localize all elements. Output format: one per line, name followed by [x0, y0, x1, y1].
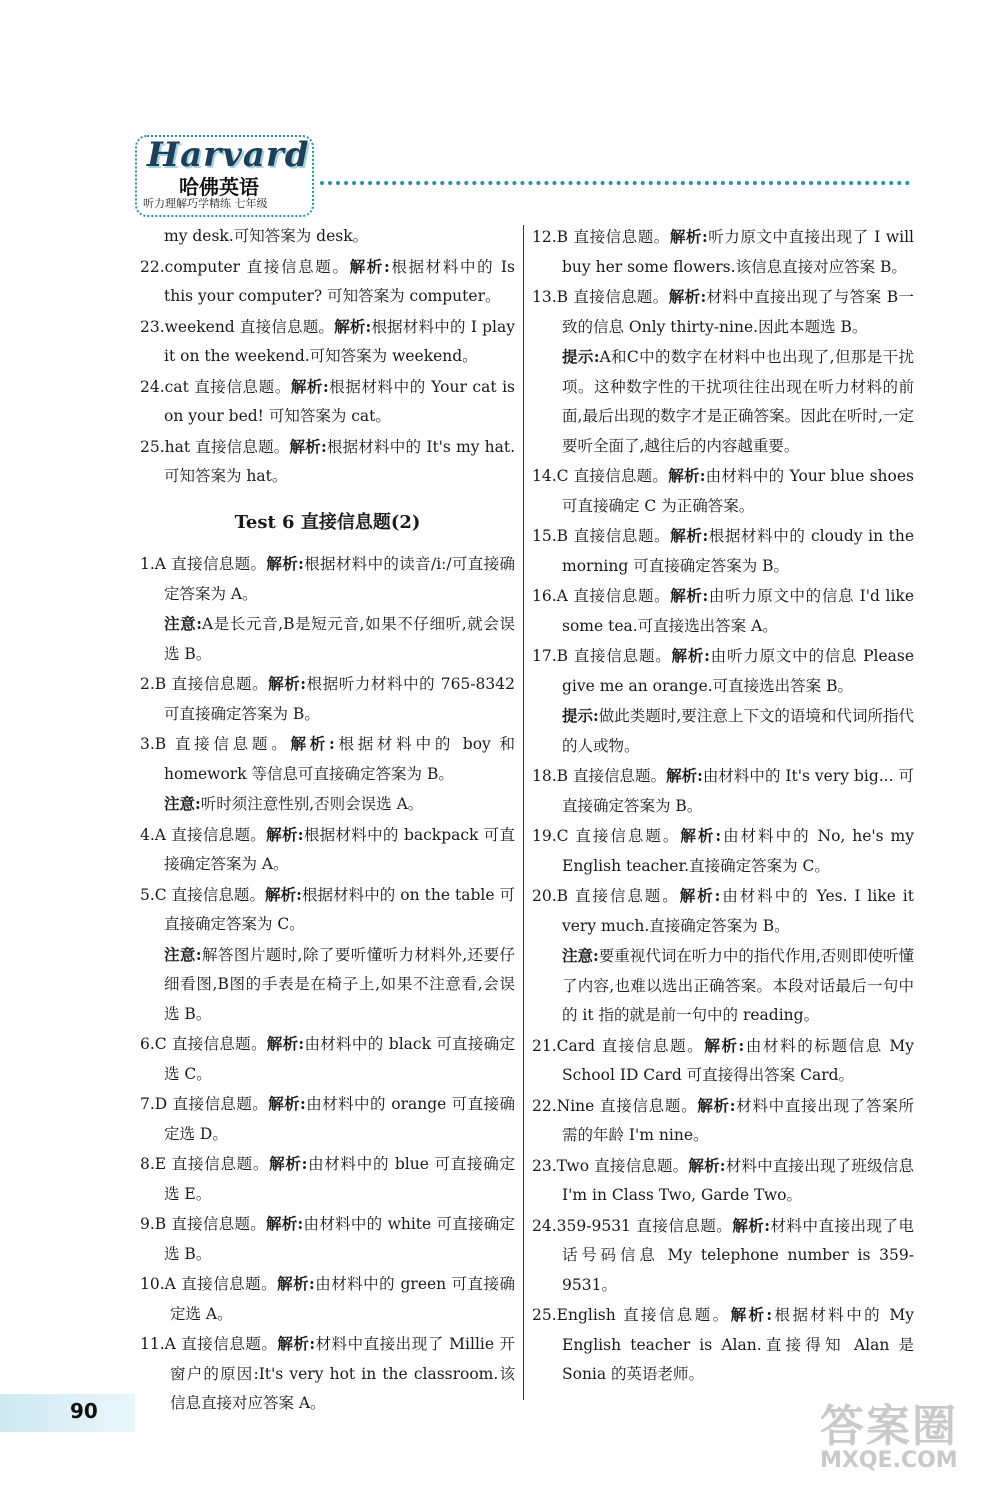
answer-item: 4.A 直接信息题。解析:根据材料中的 backpack 可直接确定答案为 A。 [140, 824, 515, 873]
answer-item: 8.E 直接信息题。解析:由材料中的 blue 可直接确定选 E。 [140, 1154, 516, 1203]
page-number: 90 [70, 1399, 98, 1423]
answer-item: 5.C 直接信息题。解析:根据材料中的 on the table 可直接确定答案为 C。 [140, 884, 515, 933]
answer-note: 注意:听时须注意性别,否则会误选 A。 [164, 794, 424, 813]
answer-item: 18.B 直接信息题。解析:由材料中的 It's very big... 可直接确定答案为 B。 [532, 766, 914, 815]
answer-item: 6.C 直接信息题。解析:由材料中的 black 可直接确定选 C。 [140, 1034, 515, 1083]
answer-item: 25.hat 直接信息题。解析:根据材料中的 It's my hat.可知答案为 hat。 [140, 436, 515, 485]
answer-item: 22.computer 直接信息题。解析:根据材料中的 Is this your computer? 可知答案为 computer。 [140, 256, 515, 305]
answer-note: 提示:做此类题时,要注意上下文的语境和代词所指代的人或物。 [562, 706, 914, 755]
answer-note: 注意:要重视代词在听力中的指代作用,否则即使听懂了内容,也难以选出正确答案。本段对话最后一句中的 it 指的就是前一句中的 reading。 [562, 946, 914, 1024]
answer-note: 注意:A是长元音,B是短元音,如果不仔细听,就会误选 B。 [164, 614, 515, 663]
answer-item: 19.C 直接信息题。解析:由材料中的 No, he's my English teacher.直接确定答案为 C。 [532, 826, 914, 875]
logo-chinese: 哈佛英语 [179, 175, 259, 199]
answer-item: 22.Nine 直接信息题。解析:材料中直接出现了答案所需的年龄 I'm nine。 [532, 1095, 914, 1144]
answer-item: 1.A 直接信息题。解析:根据材料中的读音/iː/可直接确定答案为 A。 [140, 554, 515, 603]
left-column [140, 222, 515, 1419]
watermark-url: MXQE.COM [820, 1448, 958, 1473]
answer-item: 2.B 直接信息题。解析:根据听力材料中的 765-8342可直接确定答案为 B。 [140, 674, 515, 723]
answer-item: 7.D 直接信息题。解析:由材料中的 orange 可直接确定选 D。 [140, 1094, 515, 1143]
answer-note: 注意:解答图片题时,除了要听懂听力材料外,还要仔细看图,B图的手表是在椅子上,如果不注意看,会误选 B。 [164, 944, 515, 1023]
answer-item: 9.B 直接信息题。解析:由材料中的 white 可直接确定选 B。 [140, 1214, 515, 1263]
logo-subtitle: 听力理解巧学精练 七年级 [143, 197, 268, 210]
page-number-band [0, 1394, 135, 1432]
continuation-text: my desk.可知答案为 desk。 [164, 227, 369, 245]
answer-note: 提示:A和C中的数字在材料中也出现了,但那是干扰项。这种数字性的干扰项往往出现在听力材料的前面,最后出现的数字才是正确答案。因此在听时,一定要听全面了,越往后的内容越重要。 [562, 347, 914, 455]
answer-item: 17.B 直接信息题。解析:由听力原文中的信息 Please give me an orange.可直接选出答案 B。 [532, 646, 914, 695]
answer-item: 15.B 直接信息题。解析:根据材料中的 cloudy in the morning 可直接确定答案为 B。 [532, 526, 914, 575]
answer-item: 25.English 直接信息题。解析:根据材料中的 My English teacher is Alan.直接得知 Alan 是 Sonia 的英语老师。 [532, 1305, 914, 1383]
harvard-logo [135, 135, 314, 217]
answer-item: 10.A 直接信息题。解析:由材料中的 green 可直接确定选 A。 [140, 1274, 515, 1323]
answer-item: 21.Card 直接信息题。解析:由材料的标题信息 My School ID Card 可直接得出答案 Card。 [532, 1035, 914, 1084]
answer-item: 23.weekend 直接信息题。解析:根据材料中的 I play it on the weekend.可知答案为 weekend。 [140, 316, 515, 365]
answer-item: 12.B 直接信息题。解析:听力原文中直接出现了 I will buy her some flowers.该信息直接对应答案 B。 [532, 227, 914, 276]
watermark [820, 1390, 990, 1480]
column-divider [523, 225, 524, 1400]
answer-item: 16.A 直接信息题。解析:由听力原文中的信息 I'd like some tea.可直接选出答案 A。 [532, 586, 914, 635]
answer-item: 24.359-9531 直接信息题。解析:材料中直接出现了电话号码信息 My telephone number is 359-9531。 [532, 1215, 914, 1294]
answer-item: 20.B 直接信息题。解析:由材料中的 Yes. I like it very much.直接确定答案为 B。 [532, 886, 914, 935]
section-title: Test 6 直接信息题(2) [234, 511, 421, 533]
header-dotted-rule [320, 181, 910, 185]
page-header [135, 135, 915, 215]
answer-item: 3.B 直接信息题。解析:根据材料中的 boy 和 homework 等信息可直接确定答案为 B。 [140, 734, 515, 783]
answer-item: 13.B 直接信息题。解析:材料中直接出现了与答案 B一致的信息 Only thirty-nine.因此本题选 B。 [532, 287, 914, 336]
logo-english: Harvard [147, 135, 310, 175]
right-column [532, 222, 914, 1390]
answer-item: 23.Two 直接信息题。解析:材料中直接出现了班级信息 I'm in Class Two, Garde Two。 [532, 1155, 914, 1204]
answer-item: 11.A 直接信息题。解析:材料中直接出现了 Millie 开窗户的原因:It's very hot in the classroom.该信息直接对应答案 A。 [140, 1334, 515, 1412]
answer-item: 24.cat 直接信息题。解析:根据材料中的 Your cat is on your bed! 可知答案为 cat。 [140, 376, 515, 425]
answer-item: 14.C 直接信息题。解析:由材料中的 Your blue shoes 可直接确定 C 为正确答案。 [532, 466, 914, 515]
watermark-text: 答案圈 [820, 1401, 958, 1452]
